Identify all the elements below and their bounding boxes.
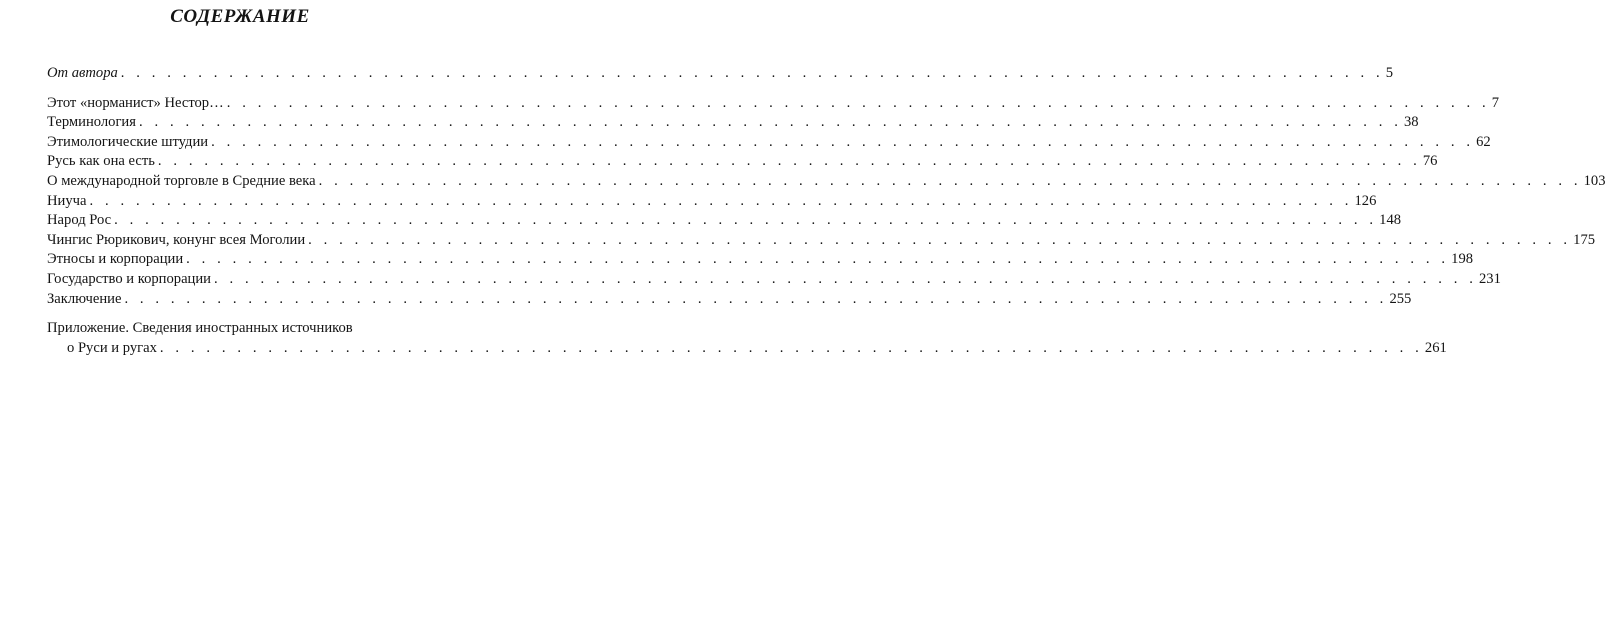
dot-leader: . . . . . . . . . . . . . . . . . . . . . . . . . . . . . . . . . . . . . . . . . . . . . . . . . . . . . . . . . . . . . . . . . . . . . . . . . . . . . . . . . . xyxy=(89,192,1353,209)
toc-entry-niucha[interactable] xyxy=(47,192,1377,212)
toc-entry-page: 255 xyxy=(1389,290,1412,307)
page-title: СОДЕРЖАНИЕ xyxy=(170,6,310,27)
toc-entry-title: Этот «норманист» Нестор… xyxy=(47,94,224,111)
toc-entry-title: Чингис Рюрикович, конунг всея Моголии xyxy=(47,231,306,248)
toc-entry-etymology[interactable] xyxy=(47,133,1491,153)
toc-entry-page: 148 xyxy=(1379,212,1402,229)
toc-entry-page: 38 xyxy=(1403,114,1419,131)
toc-entry-title: От автора xyxy=(47,65,118,81)
toc-entry-title: Этимологические штудии xyxy=(47,133,209,150)
toc-entry-title: Русь как она есть xyxy=(47,153,155,170)
toc-entry-page: 261 xyxy=(1424,339,1447,356)
toc-entry-ethnos[interactable] xyxy=(47,250,1474,270)
table-of-contents xyxy=(47,64,1606,358)
toc-entry-nestor[interactable] xyxy=(47,94,1499,114)
toc-entry-genghis[interactable] xyxy=(47,231,1596,251)
dot-leader: . . . . . . . . . . . . . . . . . . . . . . . . . . . . . . . . . . . . . . . . . . . . . . . . . . . . . . . . . . . . . . . . . . . . . . . . . . . . . . . . . . xyxy=(124,290,1388,307)
toc-entry-title: Ниуча xyxy=(47,192,87,209)
toc-entry-page: 231 xyxy=(1478,270,1501,287)
dot-leader: . . . . . . . . . . . . . . . . . . . . . . . . . . . . . . . . . . . . . . . . . . . . . . . . . . . . . . . . . . . . . . . . . . . . . . . . . . . . . . . . . . xyxy=(186,251,1450,268)
toc-entry-title: Народ Рос xyxy=(47,212,112,229)
toc-entry-page: 76 xyxy=(1422,153,1438,170)
toc-entry-page: 7 xyxy=(1491,94,1499,111)
toc-entry-title: О международной торговле в Средние века xyxy=(47,172,316,189)
toc-entry-title: Терминология xyxy=(47,114,136,131)
toc-entry-page: 175 xyxy=(1573,231,1596,248)
toc-entry-rus[interactable] xyxy=(47,152,1438,172)
dot-leader: . . . . . . . . . . . . . . . . . . . . . . . . . . . . . . . . . . . . . . . . . . . . . . . . . . . . . . . . . . . . . . . . . . . . . . . . . . . . . . . . . . xyxy=(159,339,1423,356)
toc-entry-appendix[interactable] xyxy=(47,319,1447,358)
dot-leader: . . . . . . . . . . . . . . . . . . . . . . . . . . . . . . . . . . . . . . . . . . . . . . . . . . . . . . . . . . . . . . . . . . . . . . . . . . . . . . . . . . xyxy=(318,172,1582,189)
toc-entry-page: 126 xyxy=(1354,192,1377,209)
toc-entry-trade[interactable] xyxy=(47,172,1606,192)
toc-entry-preface[interactable] xyxy=(47,64,1394,84)
toc-entry-title-continued xyxy=(47,339,1447,359)
dot-leader: . . . . . . . . . . . . . . . . . . . . . . . . . . . . . . . . . . . . . . . . . . . . . . . . . . . . . . . . . . . . . . . . . . . . . . . . . . . . . . . . . . xyxy=(157,153,1421,170)
toc-entry-state[interactable] xyxy=(47,270,1501,290)
dot-leader: . . . . . . . . . . . . . . . . . . . . . . . . . . . . . . . . . . . . . . . . . . . . . . . . . . . . . . . . . . . . . . . . . . . . . . . . . . . . . . . . . . xyxy=(308,231,1572,248)
dot-leader: . . . . . . . . . . . . . . . . . . . . . . . . . . . . . . . . . . . . . . . . . . . . . . . . . . . . . . . . . . . . . . . . . . . . . . . . . . . . . . . . . . xyxy=(226,94,1490,111)
dot-leader: . . . . . . . . . . . . . . . . . . . . . . . . . . . . . . . . . . . . . . . . . . . . . . . . . . . . . . . . . . . . . . . . . . . . . . . . . . . . . . . . . . xyxy=(213,270,1477,287)
toc-entry-page: 5 xyxy=(1385,65,1394,81)
dot-leader: . . . . . . . . . . . . . . . . . . . . . . . . . . . . . . . . . . . . . . . . . . . . . . . . . . . . . . . . . . . . . . . . . . . . . . . . . . . . . . . . . . xyxy=(120,65,1384,81)
dot-leader: . . . . . . . . . . . . . . . . . . . . . . . . . . . . . . . . . . . . . . . . . . . . . . . . . . . . . . . . . . . . . . . . . . . . . . . . . . . . . . . . . . xyxy=(211,133,1475,150)
toc-entry-title: Заключение xyxy=(47,290,122,307)
toc-entry-ros[interactable] xyxy=(47,211,1402,231)
toc-entry-title: Государство и корпорации xyxy=(47,270,211,287)
toc-entry-conclusion[interactable] xyxy=(47,290,1412,310)
toc-entry-title: о Руси и ругах xyxy=(67,339,157,356)
toc-entry-page: 103 xyxy=(1583,172,1606,189)
toc-entry-title: Этносы и корпорации xyxy=(47,251,184,268)
toc-entry-title: Приложение. Сведения иностранных источников xyxy=(47,320,353,337)
dot-leader: . . . . . . . . . . . . . . . . . . . . . . . . . . . . . . . . . . . . . . . . . . . . . . . . . . . . . . . . . . . . . . . . . . . . . . . . . . . . . . . . . . xyxy=(138,114,1402,131)
dot-leader: . . . . . . . . . . . . . . . . . . . . . . . . . . . . . . . . . . . . . . . . . . . . . . . . . . . . . . . . . . . . . . . . . . . . . . . . . . . . . . . . . . xyxy=(114,212,1378,229)
toc-entry-terminology[interactable] xyxy=(47,113,1419,133)
toc-entry-page: 198 xyxy=(1451,251,1474,268)
toc-entry-page: 62 xyxy=(1476,133,1491,150)
